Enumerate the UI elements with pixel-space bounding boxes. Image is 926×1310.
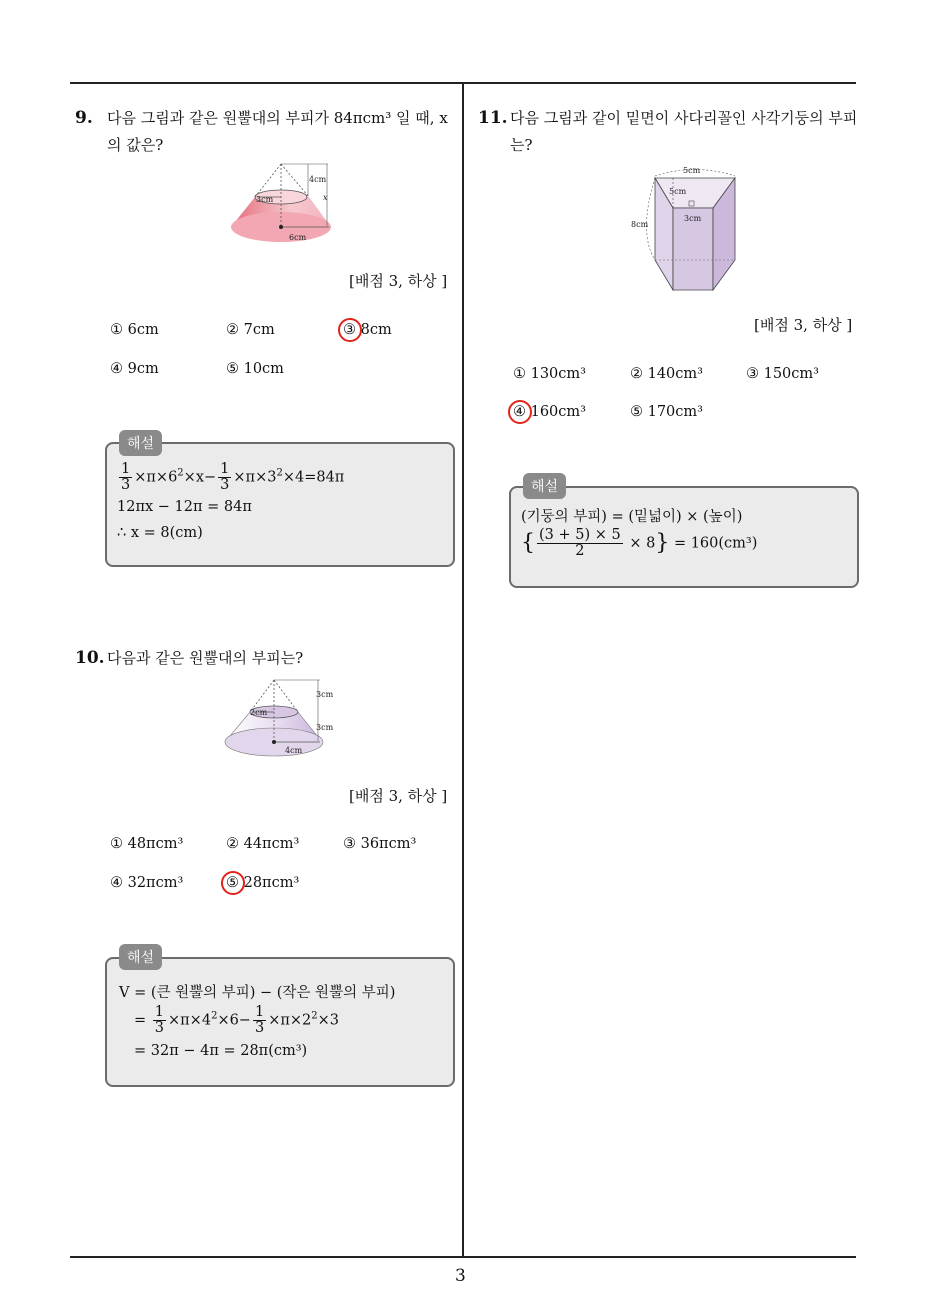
answer-mark (508, 400, 532, 424)
solution-line1: (기둥의 부피) = (밑넓이) × (높이) (521, 509, 743, 525)
question-text: 다음과 같은 원뿔대의 부피는? (107, 649, 304, 667)
answer-mark (338, 318, 362, 342)
label-8cm: 8cm (631, 220, 649, 229)
choice-3[interactable]: ③ 8cm (343, 322, 392, 338)
label-4cm: 4cm (309, 175, 327, 184)
solution-label: 해설 (523, 473, 566, 499)
label-side-5cm: 5cm (669, 187, 687, 196)
question-text (510, 105, 860, 159)
question-text-line2: 는? (510, 136, 533, 154)
prism-figure (628, 163, 748, 293)
label-3cm: 3cm (256, 195, 274, 204)
question-meta: [배점 3, 하상 ] (349, 787, 448, 805)
question-number: 11. (478, 108, 508, 128)
label-x: x (323, 193, 328, 202)
solution-line2: = $\frac{1}{3}$ $\times\pi\times 4^2\times 6-$ $\frac{1}{3}$ $\times\pi\times 2^2\times 3$ (134, 1004, 340, 1036)
answer-mark (221, 871, 245, 895)
choice-5[interactable]: ⑤ 10cm (226, 361, 284, 377)
choice-2[interactable]: ② 140cm³ (630, 366, 703, 382)
question-text-line1: 다음 그림과 같은 원뿔대의 부피가 84πcm³ 일 때, x (107, 109, 448, 127)
question-text-line1: 다음 그림과 같이 밑면이 사다리꼴인 사각기둥의 부피 (510, 109, 858, 127)
choice-5[interactable]: ⑤ 170cm³ (630, 404, 703, 420)
solution-line2: { $\frac{(3 + 5) \times 5}{2}$ × 8} = 160(cm³) (521, 527, 758, 559)
choice-1[interactable]: ① 6cm (110, 322, 159, 338)
choice-2[interactable]: ② 7cm (226, 322, 275, 338)
solution-line1: V = (큰 원뿔의 부피) − (작은 원뿔의 부피) (119, 985, 396, 1001)
question-text (107, 105, 457, 159)
solution-line1: $\frac{1}{3}$ $\times\pi\times 6^2\times x-$ $\frac{1}{3}$ $\times\pi\times 3^2\times 4=84\pi$ (121, 461, 345, 493)
label-4cm: 4cm (285, 746, 303, 755)
bottom-rule (70, 1256, 856, 1258)
choice-5[interactable]: ⑤ 28πcm³ (226, 875, 300, 891)
label-3cm-bottom: 3cm (316, 723, 334, 732)
column-divider (462, 82, 464, 1258)
page-number: 3 (455, 1266, 466, 1286)
label-6cm: 6cm (289, 233, 307, 242)
choice-1[interactable]: ① 130cm³ (513, 366, 586, 382)
question-number: 9. (75, 108, 93, 128)
solution-line2: 12πx − 12π = 84π (117, 499, 252, 515)
choice-4[interactable]: ④ 9cm (110, 361, 159, 377)
label-2cm: 2cm (250, 708, 268, 717)
question-meta: [배점 3, 하상 ] (754, 316, 853, 334)
question-meta: [배점 3, 하상 ] (349, 272, 448, 290)
choice-3[interactable]: ③ 150cm³ (746, 366, 819, 382)
choice-3[interactable]: ③ 36πcm³ (343, 836, 417, 852)
frustum-figure (223, 162, 353, 252)
choice-4[interactable]: ④ 32πcm³ (110, 875, 184, 891)
question-text-line2: 의 값은? (107, 136, 164, 154)
label-3cm: 3cm (684, 214, 702, 223)
label-top-5cm: 5cm (683, 166, 701, 175)
solution-line3: ∴ x = 8(cm) (117, 525, 203, 541)
frustum-figure (220, 677, 350, 762)
label-3cm-top: 3cm (316, 690, 334, 699)
solution-line3: = 32π − 4π = 28π(cm³) (134, 1043, 308, 1059)
question-number: 10. (75, 648, 105, 668)
choice-4[interactable]: ④ 160cm³ (513, 404, 586, 420)
choice-2[interactable]: ② 44πcm³ (226, 836, 300, 852)
choice-1[interactable]: ① 48πcm³ (110, 836, 184, 852)
solution-label: 해설 (119, 430, 162, 456)
solution-label: 해설 (119, 944, 162, 970)
